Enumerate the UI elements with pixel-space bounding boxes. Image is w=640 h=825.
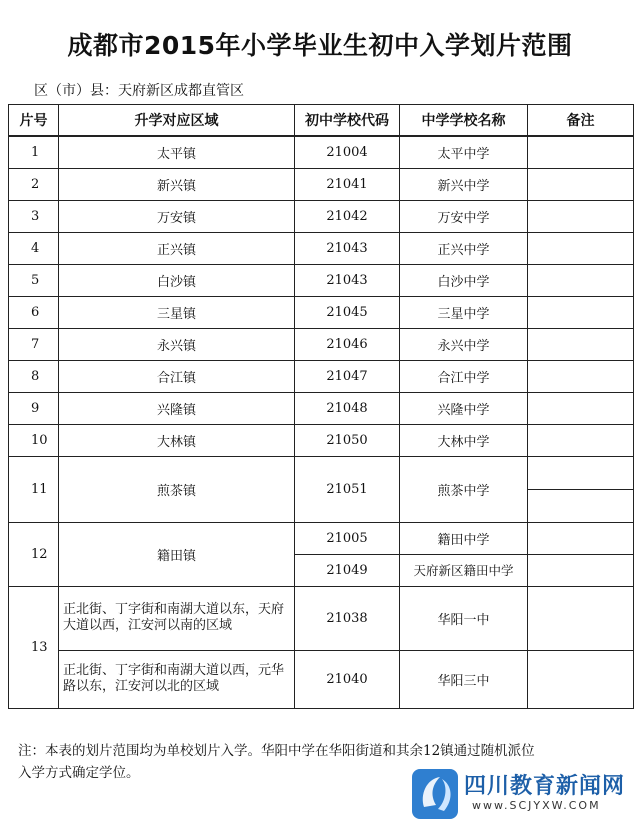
row-school: 白沙中学 [400, 264, 528, 296]
row-school: 万安中学 [400, 200, 528, 232]
row-code: 21046 [295, 328, 400, 360]
row-code: 21051 [295, 456, 400, 522]
header-remark: 备注 [528, 105, 634, 137]
table-row [9, 456, 634, 522]
assignment-table [8, 104, 634, 709]
row-area: 煎茶镇 [59, 456, 295, 522]
row-code: 21045 [295, 296, 400, 328]
row-area: 合江镇 [59, 360, 295, 392]
row-area: 新兴镇 [59, 168, 295, 200]
row-remark [528, 200, 634, 232]
row-area: 永兴镇 [59, 328, 295, 360]
row-school: 华阳三中 [400, 650, 528, 708]
header-no: 片号 [9, 105, 59, 137]
row-no: 13 [9, 586, 59, 708]
row-area: 大林镇 [59, 424, 295, 456]
row-remark [528, 264, 634, 296]
row-no: 6 [9, 296, 59, 328]
table-row [9, 586, 634, 650]
table-row [9, 360, 634, 392]
row-no: 10 [9, 424, 59, 456]
watermark-logo [410, 765, 635, 823]
row-school: 煎茶中学 [400, 456, 528, 522]
row-area: 籍田镇 [59, 522, 295, 586]
row-area: 兴隆镇 [59, 392, 295, 424]
header-school: 中学学校名称 [400, 105, 528, 137]
row-remark [528, 424, 634, 456]
table-row [9, 328, 634, 360]
table-row [9, 424, 634, 456]
row-school: 正兴中学 [400, 232, 528, 264]
row-remark [528, 456, 634, 522]
row-school: 兴隆中学 [400, 392, 528, 424]
table-row [9, 522, 634, 554]
table-row [9, 136, 634, 168]
row-remark [528, 650, 634, 708]
row-area: 正北街、丁字街和南湖大道以西，元华路以东，江安河以北的区域 [59, 650, 295, 708]
row-area: 太平镇 [59, 136, 295, 168]
row-school: 天府新区籍田中学 [400, 554, 528, 586]
row-remark [528, 232, 634, 264]
row-code: 21047 [295, 360, 400, 392]
table-header-row [9, 105, 634, 137]
footnote-line-1: 注：本表的划片范围均为单校划片入学。华阳中学在华阳街道和其余12镇通过随机派位 [18, 743, 535, 759]
row-no: 1 [9, 136, 59, 168]
watermark-name: 四川教育新闻网 [464, 774, 626, 799]
row-school: 合江中学 [400, 360, 528, 392]
row-code: 21042 [295, 200, 400, 232]
row-remark [528, 296, 634, 328]
header-code: 初中学校代码 [295, 105, 400, 137]
row-remark [528, 328, 634, 360]
row-remark [528, 522, 634, 554]
row-code: 21043 [295, 264, 400, 296]
row-code: 21005 [295, 522, 400, 554]
row-remark [528, 586, 634, 650]
row-school: 三星中学 [400, 296, 528, 328]
row-remark [528, 392, 634, 424]
row-area: 正北街、丁字街和南湖大道以东，天府大道以西，江安河以南的区域 [59, 586, 295, 650]
row-code: 21049 [295, 554, 400, 586]
header-area: 升学对应区域 [59, 105, 295, 137]
row-no: 8 [9, 360, 59, 392]
logo-badge-icon [410, 767, 460, 821]
table-row [9, 264, 634, 296]
row-no: 11 [9, 456, 59, 522]
remark-upper [528, 457, 633, 489]
row-area: 万安镇 [59, 200, 295, 232]
row-code: 21048 [295, 392, 400, 424]
row-school: 大林中学 [400, 424, 528, 456]
remark-lower [528, 489, 633, 522]
row-school: 华阳一中 [400, 586, 528, 650]
row-no: 3 [9, 200, 59, 232]
row-school: 籍田中学 [400, 522, 528, 554]
page-title: 成都市2015年小学毕业生初中入学划片范围 [67, 31, 573, 60]
row-no: 2 [9, 168, 59, 200]
row-area: 白沙镇 [59, 264, 295, 296]
district-label: 区（市）县：天府新区成都直管区 [34, 83, 244, 99]
row-code: 21038 [295, 586, 400, 650]
footnote-line-2: 入学方式确定学位。 [18, 765, 140, 781]
row-no: 5 [9, 264, 59, 296]
row-school: 永兴中学 [400, 328, 528, 360]
table-row [9, 296, 634, 328]
table-row [9, 650, 634, 708]
row-code: 21043 [295, 232, 400, 264]
row-no: 7 [9, 328, 59, 360]
row-remark [528, 136, 634, 168]
table-row [9, 392, 634, 424]
row-code: 21041 [295, 168, 400, 200]
row-remark [528, 554, 634, 586]
table-row [9, 232, 634, 264]
row-area: 正兴镇 [59, 232, 295, 264]
row-no: 9 [9, 392, 59, 424]
row-code: 21040 [295, 650, 400, 708]
watermark-url: www.SCJYXW.COM [472, 799, 601, 812]
table-row [9, 200, 634, 232]
row-school: 太平中学 [400, 136, 528, 168]
row-area: 三星镇 [59, 296, 295, 328]
row-code: 21004 [295, 136, 400, 168]
row-code: 21050 [295, 424, 400, 456]
row-no: 12 [9, 522, 59, 586]
row-remark [528, 360, 634, 392]
table-row [9, 168, 634, 200]
row-school: 新兴中学 [400, 168, 528, 200]
row-remark [528, 168, 634, 200]
row-no: 4 [9, 232, 59, 264]
